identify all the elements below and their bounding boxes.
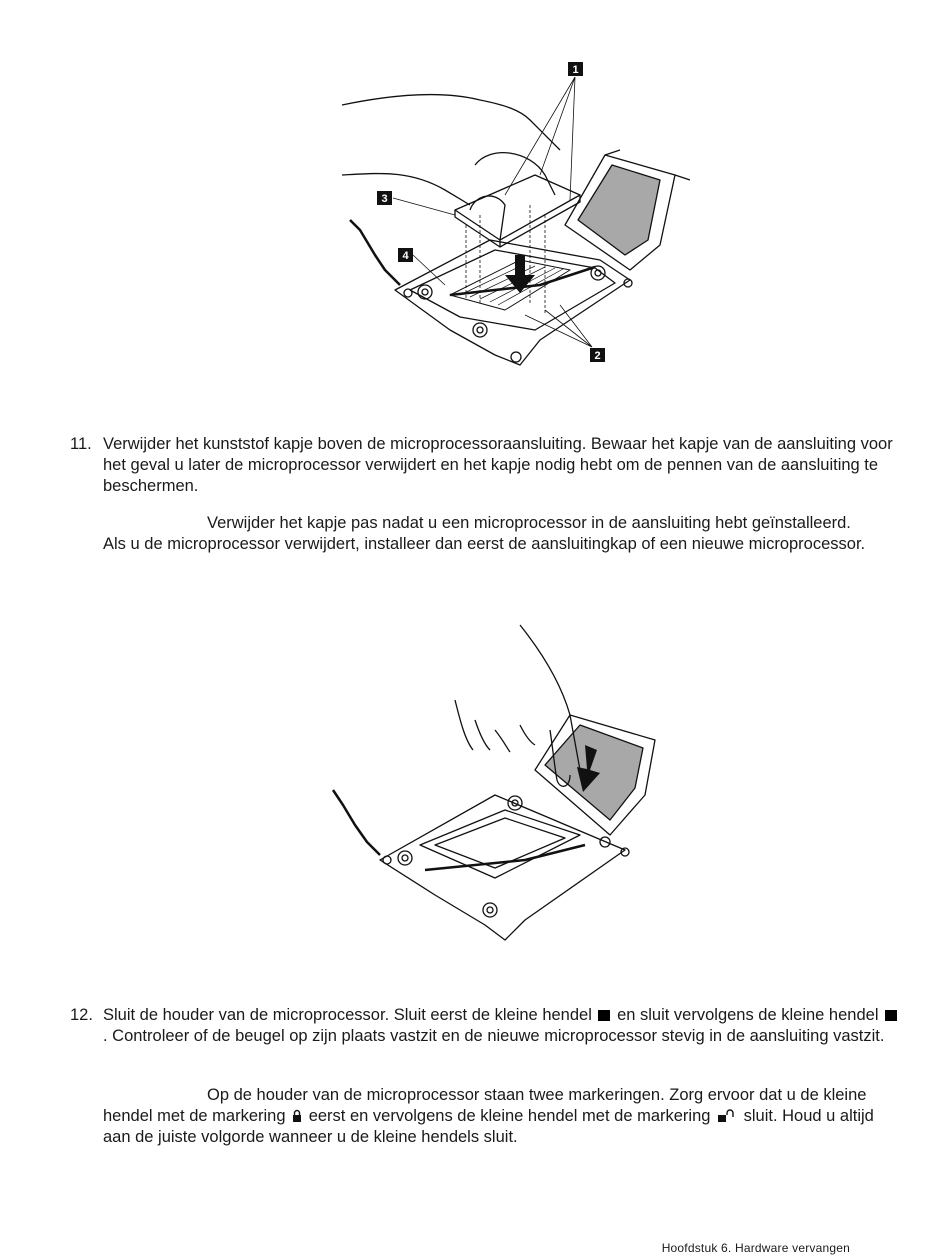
callout-3-label: 3 bbox=[381, 193, 388, 205]
note-text-part: eerst en vervolgens de kleine hendel met de markering bbox=[308, 1107, 711, 1125]
note-text-continued bbox=[103, 1106, 903, 1148]
step-text: Verwijder het kunststof kapje boven de microprocessoraansluiting. Bewaar het kapje van de aansluiting voor het geval u later de microprocessor verwijdert en het kapje nodig hebt om de pennen van de aansluiting te beschermen. bbox=[103, 435, 893, 495]
callout-2-label: 2 bbox=[594, 350, 601, 362]
bracket-closing-illustration bbox=[325, 620, 695, 945]
note-text: Verwijder het kapje pas nadat u een microprocessor in de aansluiting hebt geïnstalleerd. bbox=[207, 514, 851, 532]
step-text bbox=[103, 1005, 903, 1047]
padlock-closed-icon bbox=[292, 1109, 302, 1123]
black-square-icon bbox=[885, 1010, 897, 1021]
step-text-part: Sluit de houder van de microprocessor. Sluit eerst de kleine hendel bbox=[103, 1006, 592, 1024]
step-number: 12. bbox=[70, 1006, 93, 1024]
callout-1-label: 1 bbox=[572, 64, 579, 76]
black-square-icon bbox=[598, 1010, 610, 1021]
note-text-continued: Als u de microprocessor verwijdert, installeer dan eerst de aansluitingkap of een nieuwe microprocessor. bbox=[103, 535, 866, 553]
callout-4-label: 4 bbox=[402, 250, 409, 262]
note-text: Op de houder van de microprocessor staan twee markeringen. Zorg ervoor dat u de kleine bbox=[207, 1086, 867, 1104]
step-text-part: . Controleer of de beugel op zijn plaats vastzit en de nieuwe microprocessor stevig in de aansluiting vastzit. bbox=[103, 1027, 885, 1045]
note-text-part: hendel met de markering bbox=[103, 1107, 286, 1125]
socket-cover-removal-illustration bbox=[330, 55, 700, 375]
step-number: 11. bbox=[70, 435, 92, 453]
padlock-open-icon bbox=[717, 1109, 737, 1123]
step-text-part: en sluit vervolgens de kleine hendel bbox=[617, 1006, 879, 1024]
note-text-part: sluit. Houd u altijd aan de juiste volgorde wanneer u de kleine hendels sluit. bbox=[103, 1107, 874, 1146]
page-footer: Hoofdstuk 6. Hardware vervangen bbox=[661, 1241, 850, 1255]
